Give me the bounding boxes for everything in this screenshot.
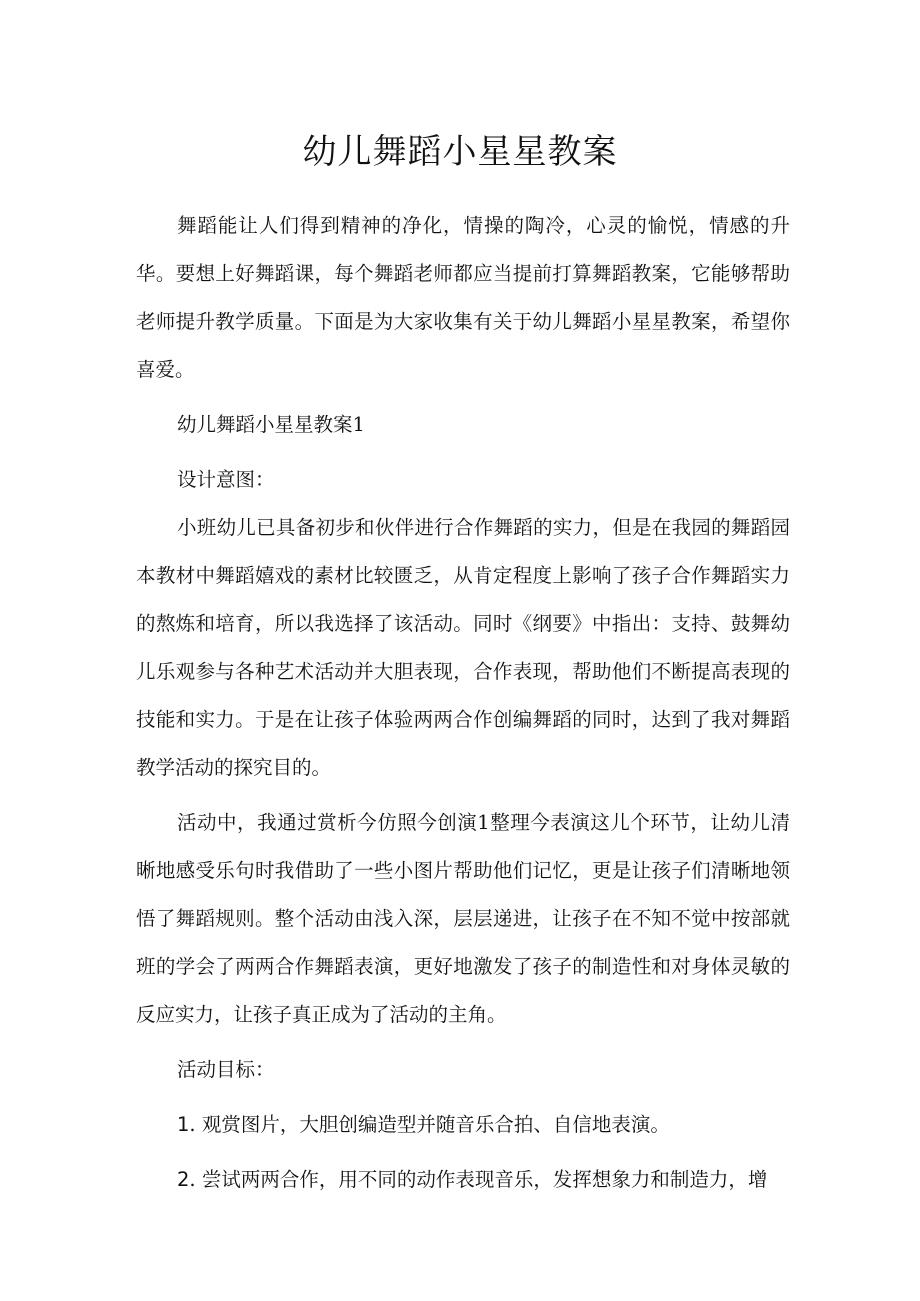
intro-paragraph: 舞蹈能让人们得到精神的净化，情操的陶冷，心灵的愉悦，情感的升华。要想上好舞蹈课，每个舞蹈老师都应当提前打算舞蹈教案，它能够帮助老师提升教学质量。下面是为大家收集有关于幼儿舞蹈小星星教案，希望你喜爱。 xyxy=(136,214,790,381)
design-heading: 设计意图： xyxy=(177,468,275,491)
goal-item-1 xyxy=(136,1101,790,1149)
design-paragraph-2: 活动中，我通过赏析今仿照今创演1整理今表演这儿个环节，让幼儿清晰地感受乐句时我借助了一些小图片帮助他们记忆，更是让孩子们清晰地领悟了舞蹈规则。整个活动由浅入深，层层递进，让孩子在不知不觉中按部就班的学会了两两合作舞蹈表演，更好地激发了孩子的制造性和对身体灵敏的反应实力，让孩子真正成为了活动的主角。 xyxy=(136,811,790,1026)
goal-number: 2 xyxy=(177,1168,190,1191)
document-title: 幼儿舞蹈小星星教案 xyxy=(302,132,618,172)
design-paragraph-1: 小班幼儿已具备初步和伙伴进行合作舞蹈的实力，但是在我园的舞蹈园本教材中舞蹈嬉戏的素材比较匮乏，从肯定程度上影响了孩子合作舞蹈实力的熬炼和培育，所以我选择了该活动。同时《纲要》中指出：支持、鼓舞幼儿乐观参与各种艺术活动并大胆表现，合作表现，帮助他们不断提高表现的技能和实力。于是在让孩子体验两两合作创编舞蹈的同时，达到了我对舞蹈教学活动的探究目的。 xyxy=(136,516,790,779)
goal-number: 1 xyxy=(177,1113,190,1136)
goal-text: . 观赏图片，大胆创编造型并随音乐合拍、自信地表演。 xyxy=(189,1113,670,1136)
goal-text: . 尝试两两合作，用不同的动作表现音乐，发挥想象力和制造力，增 xyxy=(189,1168,768,1191)
goal-item-2 xyxy=(136,1156,790,1204)
section-title: 幼儿舞蹈小星星教案1 xyxy=(177,413,365,436)
goals-heading: 活动目标： xyxy=(177,1058,275,1081)
document-body xyxy=(136,202,790,1204)
